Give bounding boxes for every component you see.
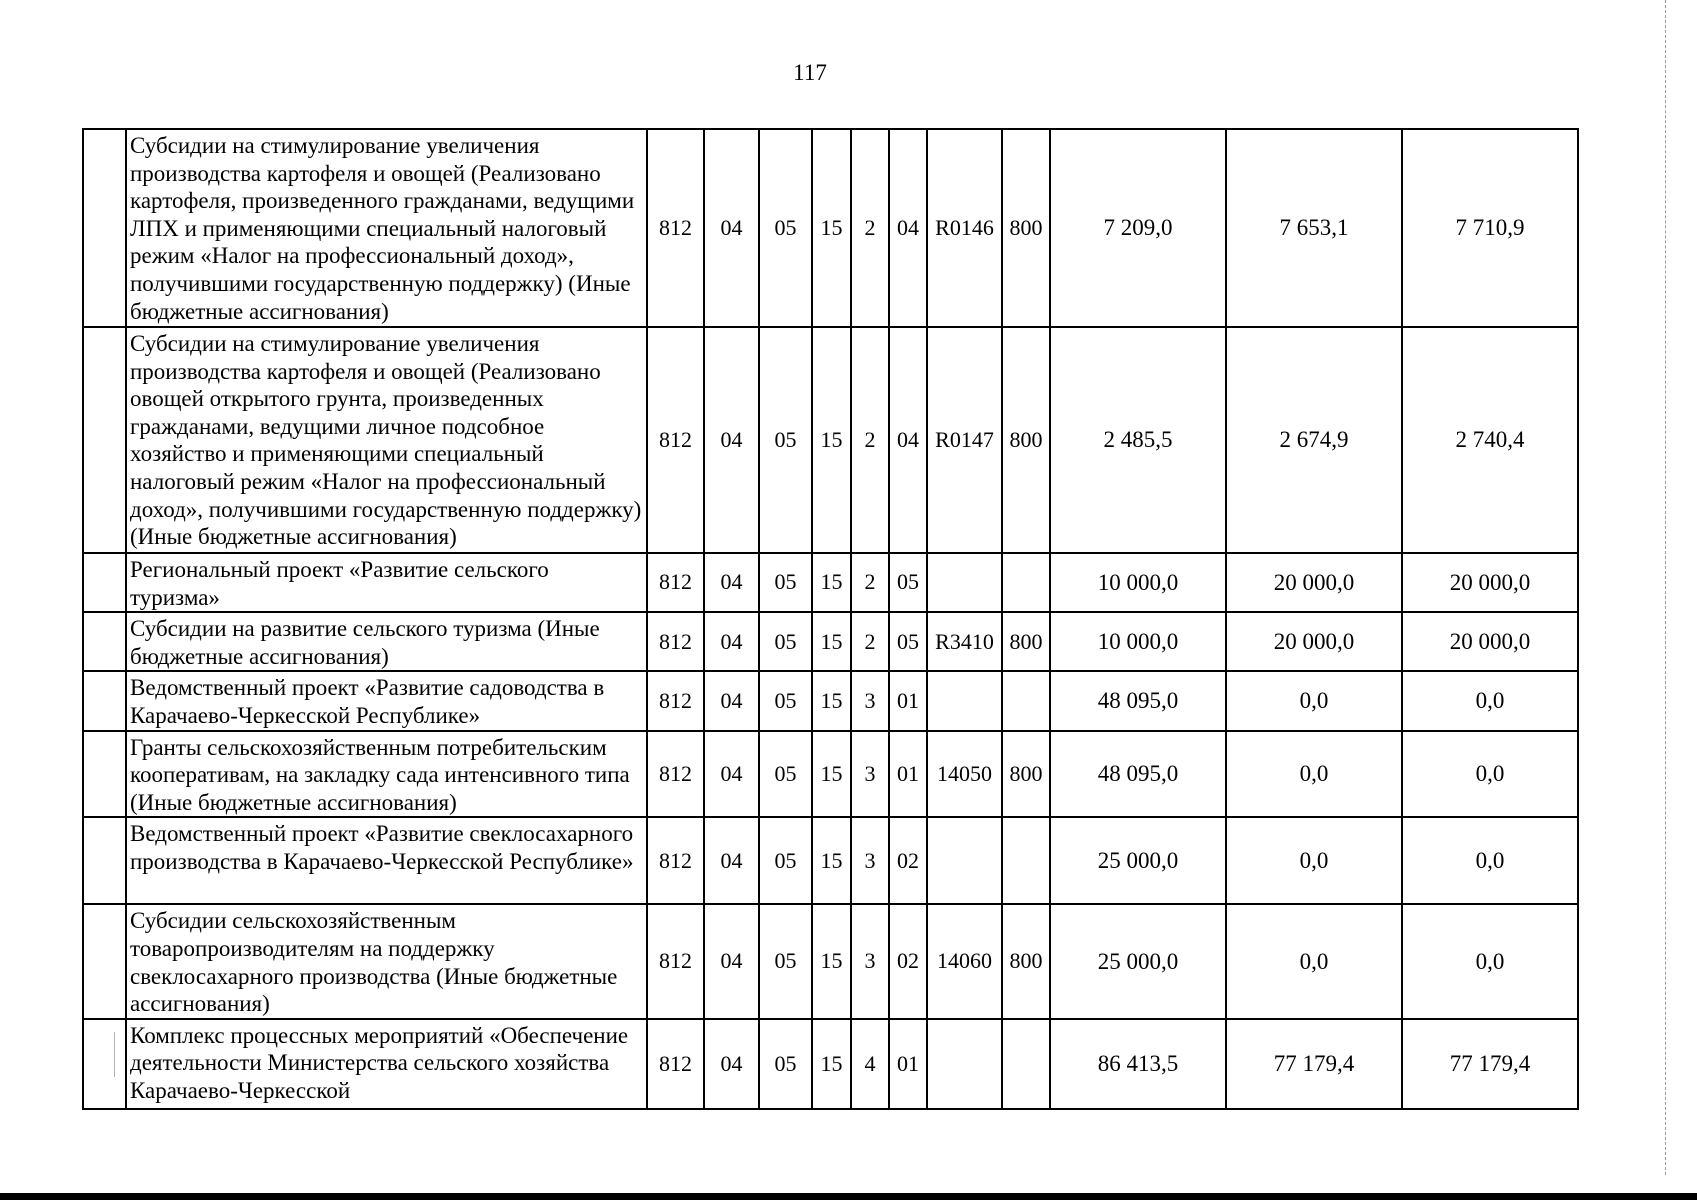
subsection-cell: 05: [759, 129, 812, 327]
project-cell: 05: [889, 612, 927, 671]
target-article-cell: R3410: [927, 612, 1002, 671]
project-cell: 04: [889, 129, 927, 327]
target-article-cell: [927, 553, 1002, 612]
subprogram-cell: 2: [851, 327, 889, 553]
bottom-rule: [0, 1193, 1697, 1200]
amount-year3-cell: 7 710,9: [1402, 129, 1578, 327]
ministry-code-cell: 812: [647, 817, 704, 904]
section-cell: 04: [704, 904, 759, 1018]
scan-mark: [114, 1032, 116, 1077]
expense-type-cell: [1002, 671, 1050, 730]
table-row: [83, 327, 1578, 553]
subprogram-cell: 3: [851, 671, 889, 730]
section-cell: 04: [704, 671, 759, 730]
amount-year3-cell: 0,0: [1402, 671, 1578, 730]
amount-year2-cell: 20 000,0: [1226, 612, 1402, 671]
index-cell: [83, 129, 126, 327]
table-row: [83, 731, 1578, 818]
index-cell: [83, 671, 126, 730]
description-cell: Субсидии на стимулирование увеличения производства картофеля и овощей (Реализовано картофеля, произведенного гражданами, ведущими ЛПХ и применяющими специальный налоговый режим «Налог на профессиональный доход», получившими государственную поддержку) (Иные бюджетные ассигнования): [126, 129, 647, 327]
ministry-code-cell: 812: [647, 731, 704, 818]
budget-table: [82, 128, 1579, 1110]
amount-year1-cell: 10 000,0: [1050, 612, 1226, 671]
section-cell: 04: [704, 129, 759, 327]
project-cell: 01: [889, 671, 927, 730]
description-cell: Субсидии на развитие сельского туризма (Иные бюджетные ассигнования): [126, 612, 647, 671]
target-article-cell: R0146: [927, 129, 1002, 327]
program-cell: 15: [812, 327, 851, 553]
amount-year1-cell: 2 485,5: [1050, 327, 1226, 553]
subsection-cell: 05: [759, 327, 812, 553]
subsection-cell: 05: [759, 904, 812, 1018]
program-cell: 15: [812, 817, 851, 904]
subsection-cell: 05: [759, 1019, 812, 1109]
description-cell: Ведомственный проект «Развитие садоводства в Карачаево-Черкесской Республике»: [126, 671, 647, 730]
subsection-cell: 05: [759, 731, 812, 818]
amount-year1-cell: 48 095,0: [1050, 671, 1226, 730]
expense-type-cell: 800: [1002, 904, 1050, 1018]
amount-year2-cell: 2 674,9: [1226, 327, 1402, 553]
table-row: [83, 817, 1578, 904]
amount-year3-cell: 20 000,0: [1402, 553, 1578, 612]
description-cell: Комплекс процессных мероприятий «Обеспечение деятельности Министерства сельского хозяйства Карачаево-Черкесской: [126, 1019, 647, 1109]
ministry-code-cell: 812: [647, 612, 704, 671]
index-cell: [83, 553, 126, 612]
description-cell: Региональный проект «Развитие сельского туризма»: [126, 553, 647, 612]
amount-year3-cell: 0,0: [1402, 731, 1578, 818]
amount-year2-cell: 0,0: [1226, 904, 1402, 1018]
index-cell: [83, 612, 126, 671]
expense-type-cell: [1002, 1019, 1050, 1109]
program-cell: 15: [812, 904, 851, 1018]
program-cell: 15: [812, 553, 851, 612]
ministry-code-cell: 812: [647, 327, 704, 553]
amount-year1-cell: 10 000,0: [1050, 553, 1226, 612]
subsection-cell: 05: [759, 671, 812, 730]
amount-year2-cell: 0,0: [1226, 671, 1402, 730]
amount-year3-cell: 0,0: [1402, 817, 1578, 904]
target-article-cell: 14050: [927, 731, 1002, 818]
amount-year1-cell: 25 000,0: [1050, 817, 1226, 904]
table-row: [83, 612, 1578, 671]
table-row: [83, 129, 1578, 327]
subprogram-cell: 2: [851, 612, 889, 671]
program-cell: 15: [812, 612, 851, 671]
description-cell: Ведомственный проект «Развитие свеклосахарного производства в Карачаево-Черкесской Республике»: [126, 817, 647, 904]
amount-year1-cell: 48 095,0: [1050, 731, 1226, 818]
amount-year3-cell: 20 000,0: [1402, 612, 1578, 671]
program-cell: 15: [812, 731, 851, 818]
ministry-code-cell: 812: [647, 129, 704, 327]
subprogram-cell: 3: [851, 904, 889, 1018]
ministry-code-cell: 812: [647, 671, 704, 730]
table-row: [83, 904, 1578, 1018]
section-cell: 04: [704, 612, 759, 671]
expense-type-cell: 800: [1002, 612, 1050, 671]
project-cell: 04: [889, 327, 927, 553]
amount-year2-cell: 0,0: [1226, 731, 1402, 818]
description-cell: Субсидии на стимулирование увеличения производства картофеля и овощей (Реализовано овощей открытого грунта, произведенных гражданами, ведущими личное подсобное хозяйство и применяющими специальный налоговый режим «Налог на профессиональный доход», получившими государственную поддержку) (Иные бюджетные ассигнования): [126, 327, 647, 553]
table-row: [83, 671, 1578, 730]
amount-year2-cell: 0,0: [1226, 817, 1402, 904]
table-body: [83, 129, 1578, 1109]
project-cell: 01: [889, 731, 927, 818]
subprogram-cell: 3: [851, 731, 889, 818]
project-cell: 02: [889, 904, 927, 1018]
subsection-cell: 05: [759, 553, 812, 612]
description-cell: Субсидии сельскохозяйственным товаропроизводителям на поддержку свеклосахарного производства (Иные бюджетные ассигнования): [126, 904, 647, 1018]
index-cell: [83, 1019, 126, 1109]
description-cell: Гранты сельскохозяйственным потребительским кооперативам, на закладку сада интенсивного типа (Иные бюджетные ассигнования): [126, 731, 647, 818]
ministry-code-cell: 812: [647, 904, 704, 1018]
amount-year2-cell: 7 653,1: [1226, 129, 1402, 327]
amount-year1-cell: 86 413,5: [1050, 1019, 1226, 1109]
target-article-cell: [927, 671, 1002, 730]
section-cell: 04: [704, 553, 759, 612]
subprogram-cell: 2: [851, 129, 889, 327]
index-cell: [83, 327, 126, 553]
program-cell: 15: [812, 129, 851, 327]
project-cell: 01: [889, 1019, 927, 1109]
index-cell: [83, 731, 126, 818]
section-cell: 04: [704, 1019, 759, 1109]
amount-year2-cell: 20 000,0: [1226, 553, 1402, 612]
program-cell: 15: [812, 1019, 851, 1109]
section-cell: 04: [704, 327, 759, 553]
amount-year3-cell: 77 179,4: [1402, 1019, 1578, 1109]
amount-year3-cell: 0,0: [1402, 904, 1578, 1018]
page-number: 117: [793, 60, 827, 85]
target-article-cell: [927, 1019, 1002, 1109]
expense-type-cell: 800: [1002, 327, 1050, 553]
target-article-cell: R0147: [927, 327, 1002, 553]
amount-year1-cell: 7 209,0: [1050, 129, 1226, 327]
subprogram-cell: 4: [851, 1019, 889, 1109]
expense-type-cell: [1002, 553, 1050, 612]
section-cell: 04: [704, 731, 759, 818]
amount-year3-cell: 2 740,4: [1402, 327, 1578, 553]
subsection-cell: 05: [759, 817, 812, 904]
ministry-code-cell: 812: [647, 553, 704, 612]
ministry-code-cell: 812: [647, 1019, 704, 1109]
expense-type-cell: [1002, 817, 1050, 904]
target-article-cell: [927, 817, 1002, 904]
table-row: [83, 1019, 1578, 1109]
project-cell: 05: [889, 553, 927, 612]
program-cell: 15: [812, 671, 851, 730]
subsection-cell: 05: [759, 612, 812, 671]
target-article-cell: 14060: [927, 904, 1002, 1018]
subprogram-cell: 2: [851, 553, 889, 612]
table-row: [83, 553, 1578, 612]
index-cell: [83, 904, 126, 1018]
margin-line: [1665, 0, 1666, 1175]
expense-type-cell: 800: [1002, 731, 1050, 818]
project-cell: 02: [889, 817, 927, 904]
expense-type-cell: 800: [1002, 129, 1050, 327]
amount-year2-cell: 77 179,4: [1226, 1019, 1402, 1109]
index-cell: [83, 817, 126, 904]
subprogram-cell: 3: [851, 817, 889, 904]
amount-year1-cell: 25 000,0: [1050, 904, 1226, 1018]
section-cell: 04: [704, 817, 759, 904]
